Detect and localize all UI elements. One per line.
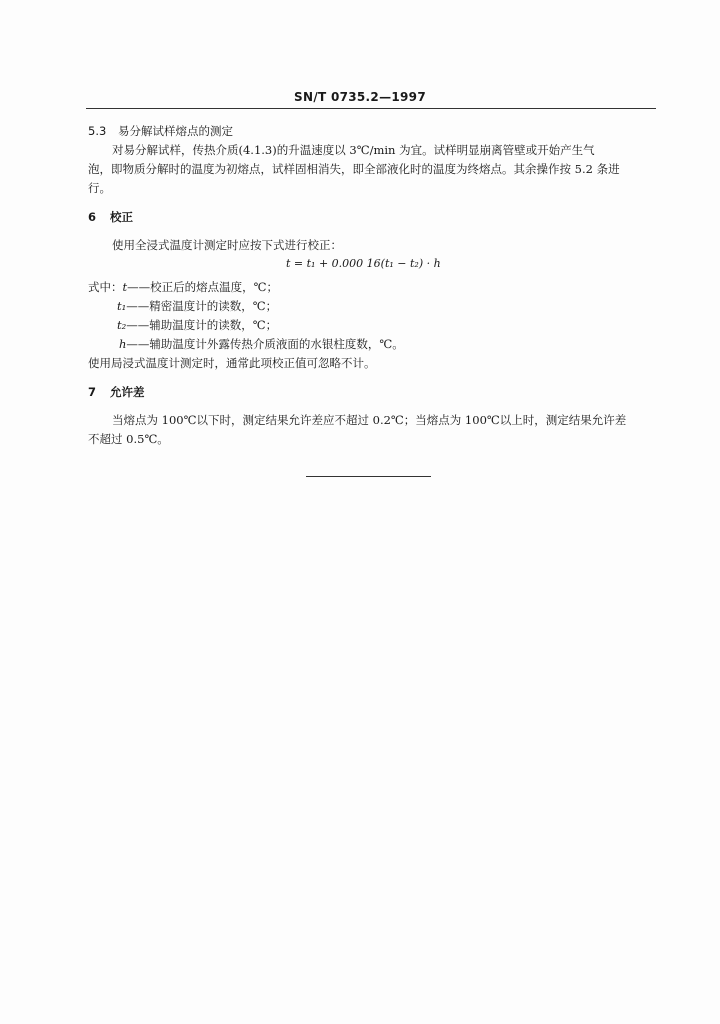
var-symbol: h [119, 337, 127, 351]
section-6-number: 6 [88, 210, 97, 224]
where-var-t [88, 280, 278, 294]
section-5-3-para-line2: 泡，即物质分解时的温度为初熔点，试样固相消失，即全部液化时的温度为终熔点。其余操作按 5.2 条进 [88, 162, 620, 176]
var-symbol: t₁ [117, 299, 127, 313]
header-rule [86, 108, 656, 109]
correction-formula: t = t₁ + 0.000 16(t₁ − t₂) · h [286, 257, 441, 270]
var-description: ——精密温度计的读数，℃； [126, 299, 278, 313]
where-var-t1 [117, 299, 277, 313]
section-7-number: 7 [88, 385, 97, 399]
section-7-para-line2: 不超过 0.5℃。 [88, 432, 169, 446]
section-5-3-heading [88, 124, 233, 138]
standard-code-header: SN/T 0735.2—1997 [294, 90, 426, 104]
var-description: ——辅助温度计的读数，℃； [126, 318, 278, 332]
var-symbol: t₂ [117, 318, 127, 332]
where-var-h [119, 337, 404, 351]
section-6-intro: 使用全浸式温度计测定时应按下式进行校正： [112, 238, 342, 252]
section-5-3-title: 易分解试样熔点的测定 [117, 124, 233, 138]
var-description: ——校正后的熔点温度，℃； [127, 280, 278, 294]
section-5-3-number: 5.3 [88, 124, 107, 138]
section-7-para-line1: 当熔点为 100℃以下时，测定结果允许差应不超过 0.2℃；当熔点为 100℃以上时，测定结果允许差 [112, 413, 627, 427]
section-6-title: 校正 [110, 210, 134, 224]
var-symbol: t [122, 280, 128, 294]
section-5-3-para-line1: 对易分解试样，传热介质(4.1.3)的升温速度以 3℃/min 为宜。试样明显崩离管壁或开始产生气 [112, 143, 595, 157]
end-of-document-rule [306, 476, 431, 477]
section-6-note: 使用局浸式温度计测定时，通常此项校正值可忽略不计。 [88, 356, 376, 370]
where-var-t2 [117, 318, 277, 332]
section-5-3-para-line3: 行。 [88, 181, 111, 195]
var-description: ——辅助温度计外露传热介质液面的水银柱度数，℃。 [126, 337, 404, 351]
where-label: 式中： [88, 280, 123, 294]
section-6-heading [88, 210, 133, 224]
section-7-title: 允许差 [110, 385, 145, 399]
section-7-heading [88, 385, 145, 399]
